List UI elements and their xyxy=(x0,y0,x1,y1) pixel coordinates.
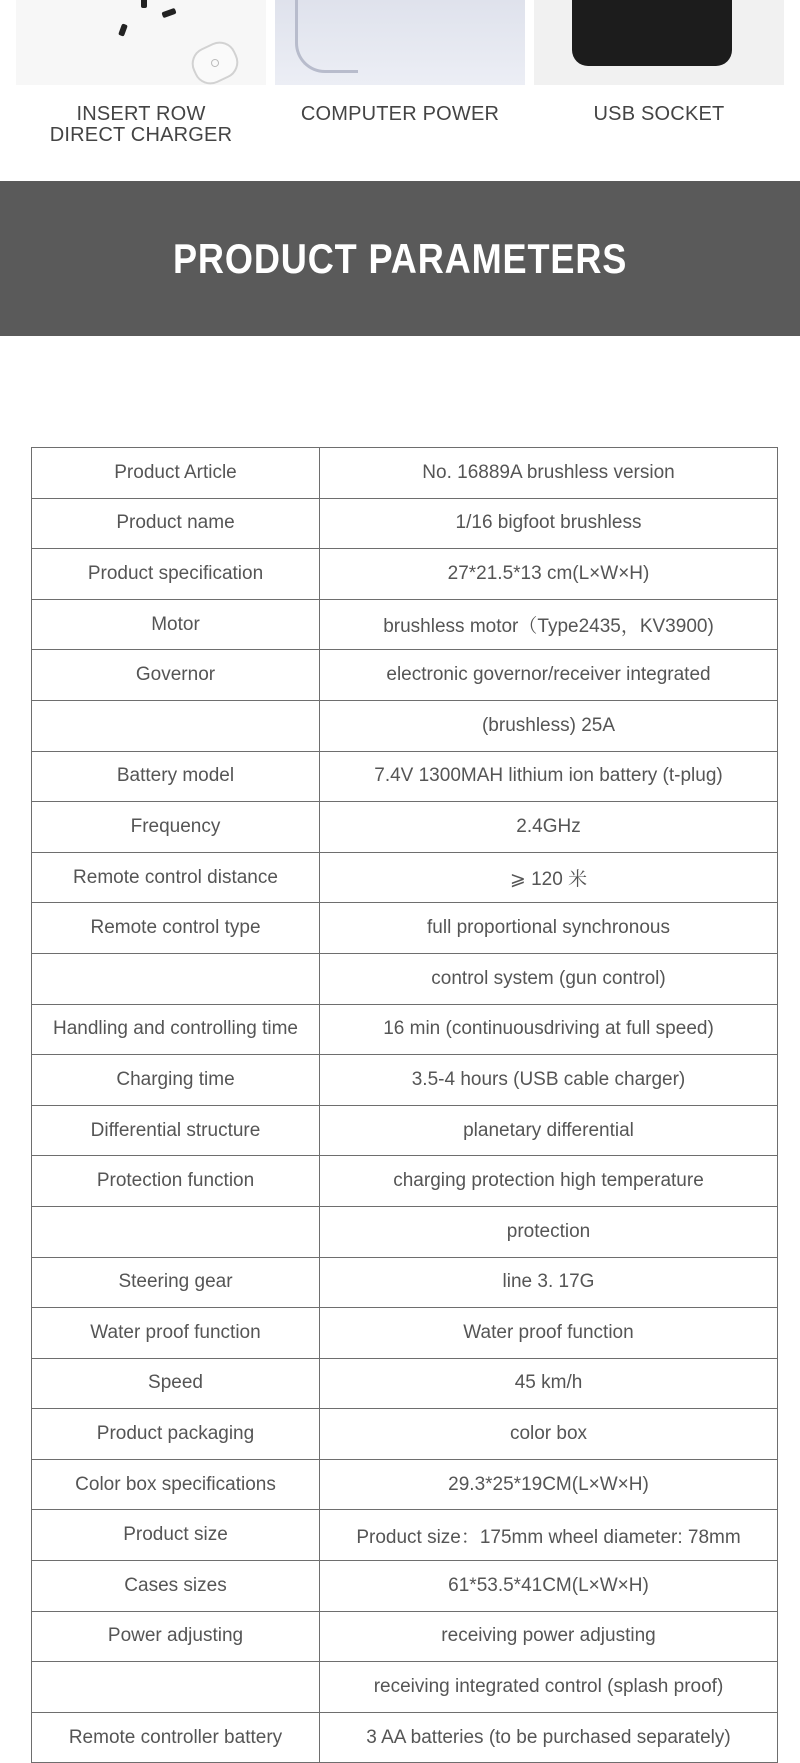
insert-row-charger-image xyxy=(16,0,266,85)
param-value-cell: 45 km/h xyxy=(320,1358,778,1409)
computer-power-image xyxy=(275,0,525,85)
table-row xyxy=(32,700,778,751)
param-value-cell: line 3. 17G xyxy=(320,1257,778,1308)
param-value-cell: Product size：175mm wheel diameter: 78mm xyxy=(320,1510,778,1561)
param-name-cell: Charging time xyxy=(32,1055,320,1106)
param-name-cell: Product size xyxy=(32,1510,320,1561)
param-value-cell: 1/16 bigfoot brushless xyxy=(320,498,778,549)
param-name-cell: Color box specifications xyxy=(32,1459,320,1510)
param-name-cell: Product name xyxy=(32,498,320,549)
table-row xyxy=(32,1611,778,1662)
thumbnail-label xyxy=(534,104,784,125)
table-row xyxy=(32,1055,778,1106)
table-row xyxy=(32,802,778,853)
param-value-cell: (brushless) 25A xyxy=(320,700,778,751)
param-name-cell: Remote control type xyxy=(32,903,320,954)
param-value-cell: 7.4V 1300MAH lithium ion battery (t-plug) xyxy=(320,751,778,802)
table-row xyxy=(32,1510,778,1561)
param-name-cell: Product Article xyxy=(32,448,320,499)
param-value-cell: 2.4GHz xyxy=(320,802,778,853)
param-value-cell: 27*21.5*13 cm(L×W×H) xyxy=(320,549,778,600)
param-name-cell: Product packaging xyxy=(32,1409,320,1460)
param-value-cell: planetary differential xyxy=(320,1105,778,1156)
table-row xyxy=(32,1459,778,1510)
table-row xyxy=(32,1004,778,1055)
table-row xyxy=(32,498,778,549)
param-name-cell: Frequency xyxy=(32,802,320,853)
param-name-cell: Motor xyxy=(32,599,320,650)
thumbnail-label xyxy=(275,104,525,125)
param-name-cell: Protection function xyxy=(32,1156,320,1207)
param-name-cell: Cases sizes xyxy=(32,1561,320,1612)
table-row xyxy=(32,903,778,954)
param-name-cell: Battery model xyxy=(32,751,320,802)
param-value-cell: color box xyxy=(320,1409,778,1460)
param-value-cell: Water proof function xyxy=(320,1308,778,1359)
thumbnail-label-line: DIRECT CHARGER xyxy=(49,124,233,146)
param-value-cell: 16 min (continuousdriving at full speed) xyxy=(320,1004,778,1055)
cable-shape xyxy=(295,0,358,73)
table-row xyxy=(32,751,778,802)
table-row xyxy=(32,852,778,903)
param-value-cell: electronic governor/receiver integrated xyxy=(320,650,778,701)
param-name-cell: Handling and controlling time xyxy=(32,1004,320,1055)
table-row xyxy=(32,953,778,1004)
param-name-cell xyxy=(32,700,320,751)
param-name-cell: Steering gear xyxy=(32,1257,320,1308)
param-value-cell: 29.3*25*19CM(L×W×H) xyxy=(320,1459,778,1510)
param-value-cell: 3.5-4 hours (USB cable charger) xyxy=(320,1055,778,1106)
table-row xyxy=(32,1561,778,1612)
table-row xyxy=(32,1358,778,1409)
param-name-cell: Water proof function xyxy=(32,1308,320,1359)
param-name-cell xyxy=(32,1206,320,1257)
param-name-cell: Product specification xyxy=(32,549,320,600)
param-name-cell: Remote controller battery xyxy=(32,1712,320,1763)
usb-socket-image xyxy=(534,0,784,85)
thumbnail-label-line: INSERT ROW xyxy=(76,103,206,125)
table-row xyxy=(32,1308,778,1359)
table-row xyxy=(32,448,778,499)
param-name-cell: Remote control distance xyxy=(32,852,320,903)
socket-slot-icon xyxy=(141,0,147,8)
thumbnail-label-line: COMPUTER POWER xyxy=(300,103,500,125)
table-row xyxy=(32,1156,778,1207)
param-name-cell xyxy=(32,953,320,1004)
param-value-cell: receiving integrated control (splash proof) xyxy=(320,1662,778,1713)
param-value-cell: full proportional synchronous xyxy=(320,903,778,954)
table-row xyxy=(32,599,778,650)
table-row xyxy=(32,1712,778,1763)
table-row xyxy=(32,650,778,701)
param-value-cell: 61*53.5*41CM(L×W×H) xyxy=(320,1561,778,1612)
param-name-cell: Speed xyxy=(32,1358,320,1409)
param-value-cell: charging protection high temperature xyxy=(320,1156,778,1207)
thumbnail-label-line: USB SOCKET xyxy=(593,103,725,125)
table-row xyxy=(32,1206,778,1257)
table-row xyxy=(32,1662,778,1713)
param-name-cell: Differential structure xyxy=(32,1105,320,1156)
param-name-cell xyxy=(32,1662,320,1713)
param-value-cell: brushless motor（Type2435，KV3900) xyxy=(320,599,778,650)
table-row xyxy=(32,1409,778,1460)
param-value-cell: control system (gun control) xyxy=(320,953,778,1004)
table-row xyxy=(32,549,778,600)
section-banner xyxy=(0,181,800,336)
param-name-cell: Governor xyxy=(32,650,320,701)
param-value-cell: No. 16889A brushless version xyxy=(320,448,778,499)
product-parameters-table xyxy=(31,447,778,1763)
param-name-cell: Power adjusting xyxy=(32,1611,320,1662)
param-value-cell: 3 AA batteries (to be purchased separately) xyxy=(320,1712,778,1763)
thumbnail-label xyxy=(16,104,266,146)
product-thumbnails xyxy=(0,0,800,180)
param-value-cell: receiving power adjusting xyxy=(320,1611,778,1662)
param-value-cell: ⩾ 120 米 xyxy=(320,852,778,903)
usb-charger-shape xyxy=(572,0,732,66)
table-row xyxy=(32,1257,778,1308)
param-value-cell: protection xyxy=(320,1206,778,1257)
table-row xyxy=(32,1105,778,1156)
section-title: PRODUCT PARAMETERS xyxy=(172,234,628,282)
